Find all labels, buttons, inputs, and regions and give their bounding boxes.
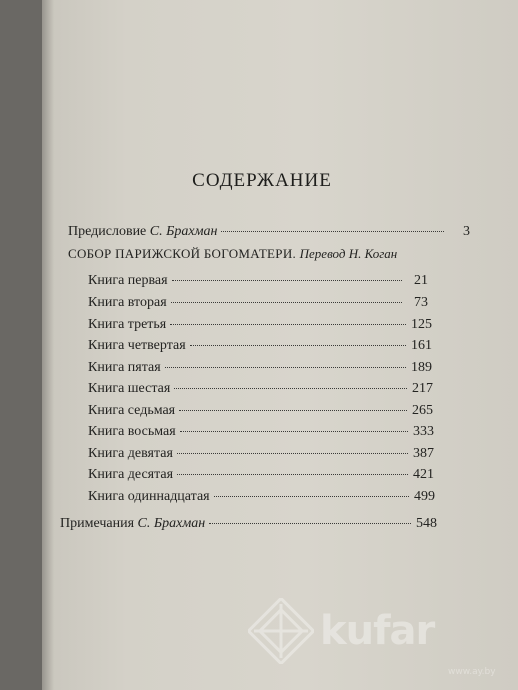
- toc-entry-book: [88, 360, 432, 376]
- entry-page: 3: [463, 224, 470, 239]
- toc-entry-book: [88, 467, 434, 483]
- entry-label: Предисловие: [68, 224, 147, 239]
- entry-page: 73: [414, 295, 428, 310]
- leader-dots: [165, 367, 406, 368]
- leader-dots: [172, 280, 402, 281]
- toc-entry-book: [88, 403, 433, 419]
- entry-page: 548: [416, 516, 437, 531]
- entry-page: 421: [413, 467, 434, 482]
- toc-title: СОДЕРЖАНИЕ: [192, 170, 332, 191]
- entry-label: Книга одиннадцатая: [88, 489, 210, 504]
- leader-dots: [209, 523, 411, 524]
- kufar-wordmark: kufar: [320, 608, 435, 654]
- toc-entry-book: [88, 273, 428, 289]
- entry-page: 333: [413, 424, 434, 439]
- translator-credit: Перевод Н. Коган: [299, 246, 398, 261]
- leader-dots: [171, 302, 402, 303]
- entry-page: 265: [412, 403, 433, 418]
- entry-label: Книга десятая: [88, 467, 174, 482]
- watermark-url: www.ay.by: [448, 667, 496, 677]
- leader-dots: [177, 453, 408, 454]
- entry-page: 499: [414, 489, 435, 504]
- leader-dots: [170, 324, 406, 325]
- entry-label: Книга третья: [88, 317, 167, 332]
- leader-dots: [214, 496, 409, 497]
- leader-dots: [179, 410, 407, 411]
- page-shadow: [42, 0, 54, 690]
- toc-entry-book: [88, 381, 433, 397]
- toc-entry-preface: [68, 224, 470, 240]
- novel-heading: [68, 246, 397, 262]
- entry-label: Книга девятая: [88, 446, 173, 461]
- entry-page: 189: [411, 360, 432, 375]
- leader-dots: [190, 345, 406, 346]
- toc-entry-book: [88, 446, 434, 462]
- entry-label: Примечания: [60, 516, 135, 531]
- entry-page: 217: [412, 381, 433, 396]
- leader-dots: [180, 431, 408, 432]
- leader-dots: [177, 474, 408, 475]
- kufar-logo-icon: [248, 598, 314, 664]
- kufar-watermark: [248, 598, 434, 664]
- entry-label: Книга вторая: [88, 295, 167, 310]
- novel-title: СОБОР ПАРИЖСКОЙ БОГОМАТЕРИ.: [68, 246, 297, 261]
- toc-entry-book: [88, 424, 434, 440]
- leader-dots: [174, 388, 407, 389]
- toc-entry-notes: [60, 516, 437, 532]
- entry-label: Книга четвертая: [88, 338, 186, 353]
- entry-label: Книга шестая: [88, 381, 171, 396]
- book-page: [42, 0, 518, 690]
- entry-author: С. Брахман: [149, 224, 218, 239]
- entry-page: 125: [411, 317, 432, 332]
- entry-label: Книга восьмая: [88, 424, 176, 439]
- toc-entry-book: [88, 295, 428, 311]
- entry-page: 21: [414, 273, 428, 288]
- toc-entry-book: [88, 489, 435, 505]
- toc-entry-book: [88, 317, 432, 333]
- entry-label: Книга пятая: [88, 360, 161, 375]
- entry-author: С. Брахман: [137, 516, 206, 531]
- entry-label: Книга первая: [88, 273, 168, 288]
- entry-page: 387: [413, 446, 434, 461]
- leader-dots: [221, 231, 444, 232]
- toc-entry-book: [88, 338, 432, 354]
- entry-label: Книга седьмая: [88, 403, 176, 418]
- entry-page: 161: [411, 338, 432, 353]
